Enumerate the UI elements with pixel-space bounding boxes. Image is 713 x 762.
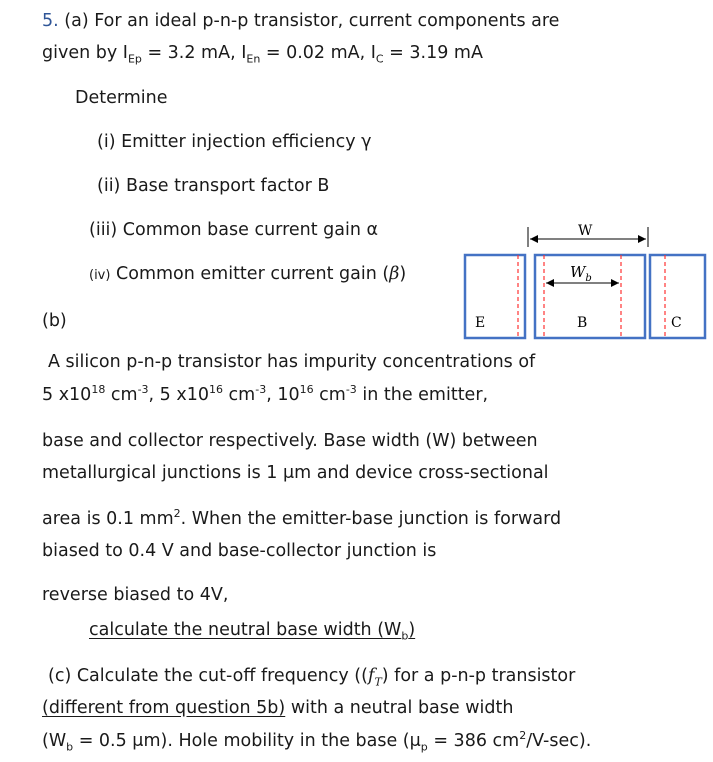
part-a-line-1: (a) For an ideal p-n-p transistor, current components are bbox=[64, 11, 560, 31]
cutoff-rest: ) for a p-n-p transistor bbox=[381, 666, 576, 686]
task-sub: b bbox=[401, 629, 409, 643]
part-b-label: (b) bbox=[42, 311, 67, 331]
base-region bbox=[535, 255, 645, 338]
conc-2-exp: 16 bbox=[208, 383, 223, 397]
currents-prefix: given by I bbox=[42, 43, 128, 63]
beta-symbol: β bbox=[389, 264, 400, 284]
question-iv-text: Common emitter current gain ( bbox=[110, 264, 390, 284]
part-c-line-2-rest: with a neutral base width bbox=[285, 698, 514, 718]
unit-2-exp: -3 bbox=[255, 383, 267, 397]
emitter-label: E bbox=[475, 315, 486, 331]
unit-3: cm bbox=[313, 385, 346, 405]
ien-subscript: En bbox=[246, 52, 261, 66]
iep-value: = 3.2 mA, I bbox=[141, 43, 247, 63]
question-i: (i) Emitter injection efficiency γ bbox=[97, 132, 372, 152]
transistor-diagram bbox=[460, 225, 710, 340]
part-b-line-6: biased to 0.4 V and base-collector junction is bbox=[42, 541, 437, 561]
task-close: ) bbox=[408, 620, 416, 640]
different-question-note: (different from question 5b) bbox=[42, 698, 286, 718]
part-b-line-3: base and collector respectively. Base width (W) between bbox=[42, 431, 538, 451]
ic-value: = 3.19 mA bbox=[383, 43, 483, 63]
area-text: area is 0.1 mm bbox=[42, 509, 174, 529]
unit-1: cm bbox=[105, 385, 138, 405]
part-b-line-1: A silicon p-n-p transistor has impurity concentrations of bbox=[48, 352, 536, 372]
question-iii: (iii) Common base current gain α bbox=[89, 220, 379, 240]
question-ii: (ii) Base transport factor B bbox=[97, 176, 330, 196]
base-label: B bbox=[577, 315, 588, 331]
question-iv bbox=[89, 263, 406, 287]
conc-1-base: 5 x10 bbox=[42, 385, 92, 405]
part-c-line-3 bbox=[42, 730, 591, 752]
conc-3-exp: 16 bbox=[299, 383, 314, 397]
determine-label: Determine bbox=[75, 88, 168, 108]
collector-label: C bbox=[671, 315, 682, 331]
t-subscript: T bbox=[374, 675, 382, 689]
mobility-unit: /V-sec). bbox=[526, 731, 592, 751]
conc-3-base: , 10 bbox=[266, 385, 300, 405]
ic-subscript: C bbox=[375, 52, 384, 66]
f-symbol: f bbox=[367, 666, 375, 686]
unit-3-exp: -3 bbox=[345, 383, 357, 397]
conc-2-base: , 5 x10 bbox=[148, 385, 209, 405]
part-b-line-7: reverse biased to 4V, bbox=[42, 585, 229, 605]
mobility-value: = 386 cm bbox=[427, 731, 520, 751]
area-rest: . When the emitter-base junction is forward bbox=[180, 509, 562, 529]
part-b-line-4: metallurgical junctions is 1 μm and device cross-sectional bbox=[42, 463, 549, 483]
unit-1-exp: -3 bbox=[137, 383, 149, 397]
part-c-line-2 bbox=[42, 697, 513, 719]
part-b-line-2 bbox=[42, 384, 488, 406]
question-iv-number: (iv) bbox=[89, 268, 111, 283]
task-text: calculate the neutral base width (W bbox=[89, 620, 402, 640]
part-b-task bbox=[89, 619, 415, 641]
question-iv-close: ) bbox=[399, 264, 407, 284]
mobility-sub: p bbox=[420, 740, 428, 754]
wb-label: $W_b$ bbox=[570, 263, 592, 284]
area-exp: 2 bbox=[173, 507, 181, 521]
ien-value: = 0.02 mA, I bbox=[260, 43, 376, 63]
problem-heading bbox=[42, 10, 559, 32]
part-b-line-5 bbox=[42, 508, 561, 530]
mobility-text: = 0.5 μm). Hole mobility in the base (μ bbox=[73, 731, 421, 751]
emitter-region bbox=[465, 255, 525, 338]
part-a-currents bbox=[42, 42, 483, 64]
iep-subscript: Ep bbox=[127, 52, 142, 66]
wb-open: (W bbox=[42, 731, 67, 751]
wb-sub: b bbox=[66, 740, 74, 754]
cutoff-text: (c) Calculate the cut-off frequency (( bbox=[48, 666, 368, 686]
mobility-exp: 2 bbox=[519, 729, 527, 743]
part-c-line-1 bbox=[48, 665, 575, 687]
conc-1-exp: 18 bbox=[91, 383, 106, 397]
conc-suffix: in the emitter, bbox=[356, 385, 489, 405]
problem-number: 5. bbox=[42, 11, 59, 31]
unit-2: cm bbox=[222, 385, 256, 405]
w-label: W bbox=[578, 223, 593, 239]
